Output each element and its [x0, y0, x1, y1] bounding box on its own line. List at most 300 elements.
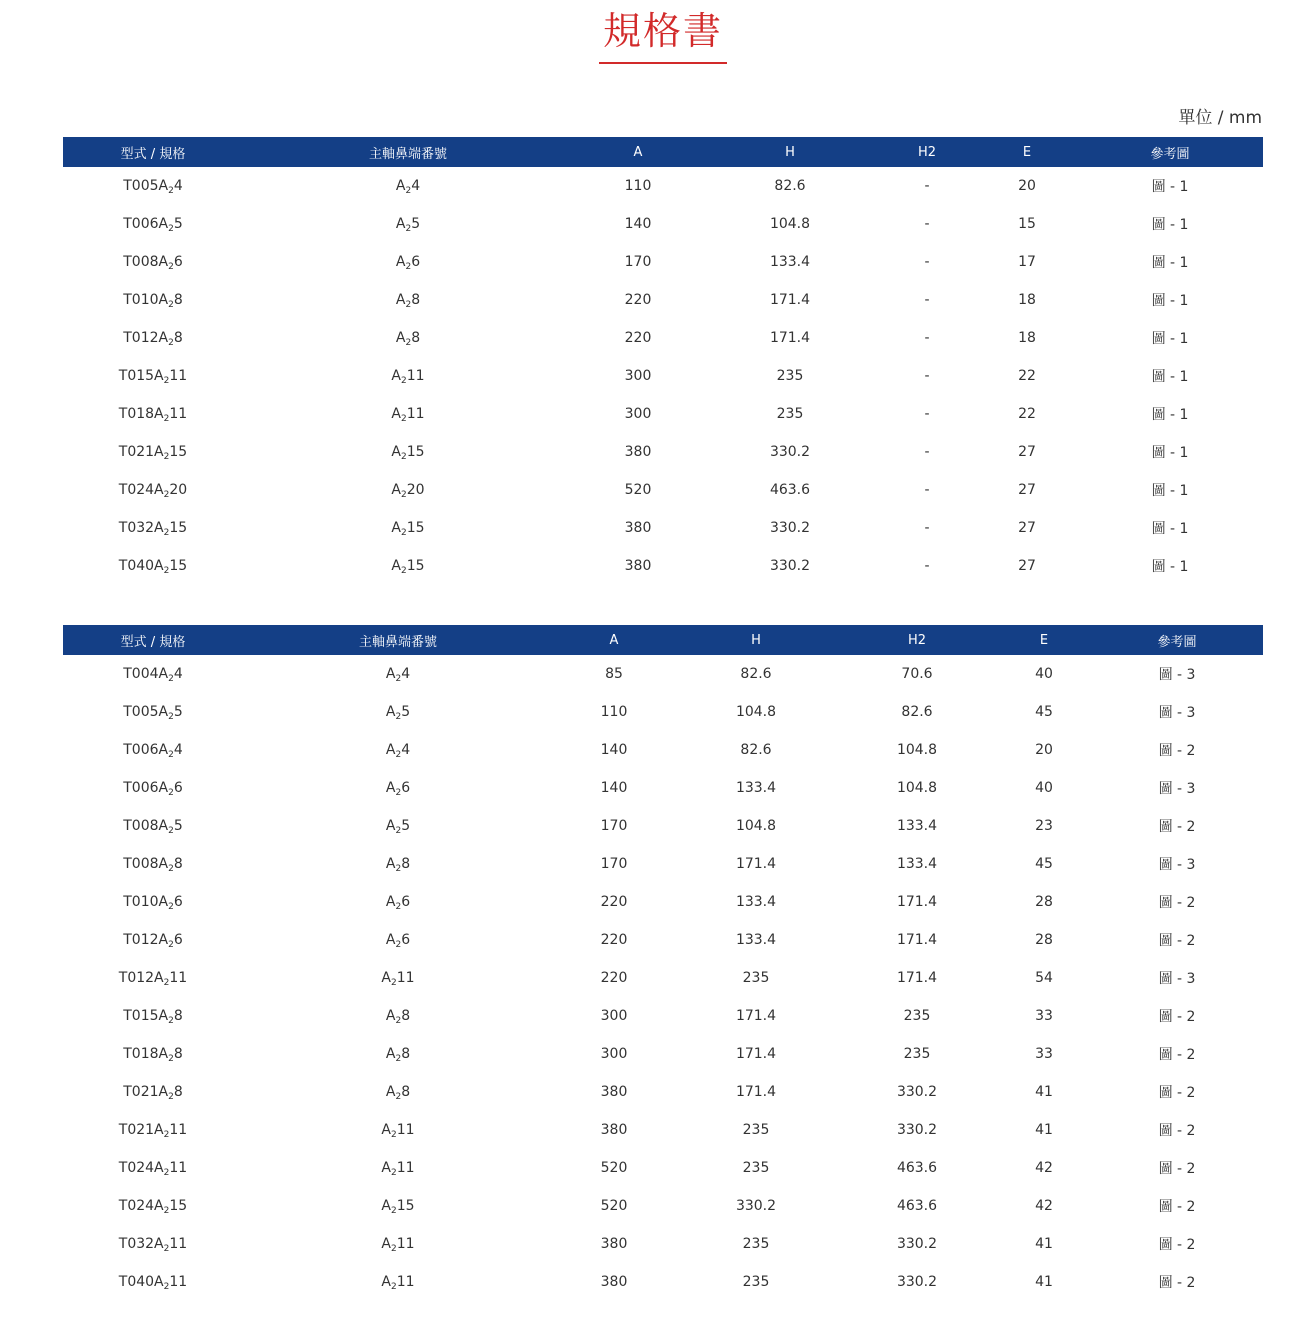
cell-text-prefix: A: [385, 932, 396, 948]
cell-h2: -: [924, 444, 930, 460]
cell-e: 15: [1018, 216, 1036, 232]
cell-spindle-nose: [243, 471, 573, 509]
table-header-row: [63, 625, 1263, 655]
cell-text-subscript: 2: [401, 528, 407, 538]
cell-text-prefix: T008A: [123, 856, 169, 872]
cell-a: 140: [600, 780, 628, 796]
cell-e: 17: [1018, 254, 1036, 270]
cell-model: [63, 731, 243, 769]
cell-spindle-nose: [243, 1073, 553, 1111]
cell-e: 41: [1035, 1236, 1053, 1252]
cell-text-subscript: 2: [395, 750, 402, 760]
cell-h2: -: [924, 368, 930, 384]
cell-text-subscript: 2: [391, 1206, 397, 1216]
cell-text-prefix: T005A: [123, 178, 169, 194]
cell-text-subscript: 2: [401, 452, 407, 462]
cell-text-prefix: T024A: [118, 482, 164, 498]
cell-a: 380: [600, 1274, 628, 1290]
header-model: 型式 / 規格: [120, 146, 186, 162]
table-row: [63, 883, 1263, 921]
cell-text-subscript: 2: [395, 1016, 402, 1026]
cell-text-suffix: 8: [173, 330, 183, 346]
cell-text-suffix: 15: [406, 520, 425, 536]
table-row: [63, 1187, 1263, 1225]
cell-model: [63, 509, 243, 547]
cell-h: 133.4: [735, 780, 777, 796]
cell-text-suffix: 6: [401, 932, 411, 948]
cell-text-subscript: 2: [395, 1054, 402, 1064]
cell-model: [63, 845, 243, 883]
cell-e: 22: [1018, 368, 1036, 384]
table-body: [63, 655, 1263, 1301]
cell-text-suffix: 5: [173, 818, 183, 834]
cell-text-subscript: 2: [163, 490, 170, 500]
cell-e: 20: [1018, 178, 1036, 194]
cell-h: 235: [742, 970, 770, 986]
cell-text-subscript: 2: [163, 1206, 170, 1216]
cell-text-suffix: 8: [411, 330, 421, 346]
cell-spindle-nose: [243, 1035, 553, 1073]
cell-e: 45: [1035, 704, 1053, 720]
cell-text-prefix: A: [385, 818, 396, 834]
cell-model: [63, 693, 243, 731]
cell-text-prefix: T008A: [123, 254, 169, 270]
cell-text-subscript: 2: [163, 1282, 170, 1292]
cell-h2: 82.6: [901, 704, 933, 720]
cell-text-prefix: A: [385, 1008, 396, 1024]
cell-text-prefix: T006A: [123, 216, 169, 232]
cell-reference: 圖 - 1: [1151, 293, 1189, 309]
cell-text-prefix: T018A: [123, 1046, 169, 1062]
cell-text-subscript: 2: [405, 224, 412, 234]
cell-text-suffix: 15: [169, 444, 188, 460]
cell-text-prefix: A: [381, 1198, 391, 1214]
cell-text-prefix: T012A: [123, 932, 169, 948]
cell-text-prefix: A: [391, 444, 401, 460]
cell-reference: 圖 - 2: [1158, 819, 1196, 835]
header-e: E: [1039, 632, 1049, 648]
cell-model: [63, 1187, 243, 1225]
cell-e: 27: [1018, 558, 1036, 574]
cell-h: 330.2: [735, 1198, 777, 1214]
cell-text-prefix: A: [395, 330, 406, 346]
cell-a: 220: [600, 932, 628, 948]
cell-h: 235: [742, 1160, 770, 1176]
cell-h: 235: [742, 1122, 770, 1138]
cell-e: 27: [1018, 482, 1036, 498]
cell-h2: 463.6: [896, 1160, 938, 1176]
cell-text-suffix: 11: [406, 368, 425, 384]
cell-spindle-nose: [243, 807, 553, 845]
cell-text-subscript: 2: [391, 1244, 397, 1254]
cell-h2: 70.6: [901, 666, 933, 682]
cell-text-prefix: A: [385, 742, 396, 758]
cell-text-prefix: T010A: [123, 894, 169, 910]
cell-e: 18: [1018, 292, 1036, 308]
cell-a: 380: [624, 520, 652, 536]
cell-a: 220: [624, 330, 652, 346]
cell-reference: 圖 - 2: [1158, 895, 1196, 911]
cell-h: 171.4: [769, 292, 811, 308]
cell-e: 18: [1018, 330, 1036, 346]
cell-a: 380: [600, 1122, 628, 1138]
cell-reference: 圖 - 1: [1151, 483, 1189, 499]
cell-reference: 圖 - 1: [1151, 369, 1189, 385]
cell-text-suffix: 11: [169, 368, 188, 384]
cell-text-prefix: T015A: [118, 368, 164, 384]
cell-text-prefix: T021A: [118, 444, 164, 460]
cell-text-prefix: A: [385, 704, 396, 720]
cell-h2: -: [924, 406, 930, 422]
cell-model: [63, 281, 243, 319]
cell-h: 235: [742, 1236, 770, 1252]
cell-e: 42: [1035, 1198, 1053, 1214]
cell-text-prefix: T010A: [123, 292, 169, 308]
cell-text-prefix: A: [395, 292, 406, 308]
cell-text-suffix: 11: [169, 1236, 188, 1252]
cell-spindle-nose: [243, 883, 553, 921]
cell-spindle-nose: [243, 693, 553, 731]
cell-text-prefix: T021A: [123, 1084, 169, 1100]
cell-text-suffix: 6: [173, 932, 183, 948]
cell-h: 82.6: [774, 178, 806, 194]
header-model: 型式 / 規格: [120, 634, 186, 650]
cell-h2: 104.8: [896, 780, 938, 796]
cell-h: 82.6: [740, 742, 772, 758]
cell-reference: 圖 - 3: [1158, 705, 1196, 721]
cell-h2: -: [924, 292, 930, 308]
cell-text-subscript: 2: [395, 1092, 402, 1102]
cell-reference: 圖 - 1: [1151, 179, 1189, 195]
cell-text-suffix: 8: [173, 1008, 183, 1024]
cell-reference: 圖 - 1: [1151, 445, 1189, 461]
cell-spindle-nose: [243, 357, 573, 395]
cell-text-subscript: 2: [168, 826, 174, 836]
cell-text-suffix: 15: [406, 558, 425, 574]
cell-h2: 171.4: [896, 970, 938, 986]
cell-text-suffix: 8: [173, 292, 183, 308]
cell-text-suffix: 8: [401, 1046, 411, 1062]
cell-a: 110: [600, 704, 628, 720]
cell-text-prefix: T006A: [123, 742, 169, 758]
cell-model: [63, 959, 243, 997]
cell-text-prefix: T040A: [118, 1274, 164, 1290]
cell-h2: 330.2: [896, 1274, 938, 1290]
cell-model: [63, 883, 243, 921]
cell-text-subscript: 2: [405, 338, 412, 348]
cell-text-subscript: 2: [163, 1244, 170, 1254]
cell-h: 330.2: [769, 558, 811, 574]
cell-e: 40: [1035, 666, 1053, 682]
cell-model: [63, 167, 243, 205]
cell-spindle-nose: [243, 731, 553, 769]
cell-text-prefix: A: [385, 1046, 396, 1062]
cell-a: 220: [600, 970, 628, 986]
cell-h2: -: [924, 216, 930, 232]
cell-h: 104.8: [735, 704, 777, 720]
page-title: 規格書: [599, 8, 727, 64]
cell-text-subscript: 2: [168, 788, 174, 798]
cell-h: 104.8: [769, 216, 811, 232]
table-row: [63, 807, 1263, 845]
cell-text-prefix: A: [381, 1274, 391, 1290]
table-header-row: [63, 137, 1263, 167]
title-wrap: [0, 8, 1314, 64]
cell-text-subscript: 2: [168, 712, 174, 722]
cell-text-subscript: 2: [168, 902, 174, 912]
cell-text-prefix: A: [381, 1122, 391, 1138]
header-a: A: [609, 632, 619, 648]
cell-spindle-nose: [243, 1263, 553, 1301]
table-row: [63, 509, 1263, 547]
table-row: [63, 1225, 1263, 1263]
cell-text-suffix: 8: [173, 1046, 183, 1062]
table-row: [63, 471, 1263, 509]
header-h: H: [751, 632, 761, 648]
table-row: [63, 357, 1263, 395]
cell-spindle-nose: [243, 1149, 553, 1187]
cell-text-suffix: 15: [396, 1198, 415, 1214]
cell-text-suffix: 6: [411, 254, 421, 270]
cell-text-prefix: A: [381, 1160, 391, 1176]
cell-text-prefix: A: [391, 368, 401, 384]
cell-a: 380: [600, 1084, 628, 1100]
table-row: [63, 655, 1263, 693]
cell-reference: 圖 - 3: [1158, 781, 1196, 797]
cell-text-prefix: A: [381, 970, 391, 986]
cell-text-suffix: 11: [169, 1160, 188, 1176]
cell-text-prefix: T012A: [123, 330, 169, 346]
cell-text-prefix: T015A: [123, 1008, 169, 1024]
cell-spindle-nose: [243, 997, 553, 1035]
cell-h2: 235: [903, 1046, 931, 1062]
cell-text-subscript: 2: [168, 1092, 174, 1102]
cell-text-suffix: 4: [401, 666, 411, 682]
cell-spindle-nose: [243, 921, 553, 959]
cell-text-prefix: T012A: [118, 970, 164, 986]
header-spindle-nose: 主軸鼻端番號: [368, 146, 447, 162]
cell-model: [63, 243, 243, 281]
cell-text-suffix: 5: [173, 216, 183, 232]
cell-text-suffix: 4: [411, 178, 421, 194]
cell-text-subscript: 2: [395, 902, 402, 912]
cell-text-suffix: 20: [406, 482, 425, 498]
cell-h2: -: [924, 178, 930, 194]
cell-reference: 圖 - 1: [1151, 255, 1189, 271]
cell-text-suffix: 4: [173, 666, 183, 682]
cell-e: 23: [1035, 818, 1053, 834]
cell-text-prefix: T024A: [118, 1160, 164, 1176]
cell-text-subscript: 2: [401, 414, 407, 424]
cell-text-suffix: 11: [169, 1122, 188, 1138]
cell-reference: 圖 - 1: [1151, 331, 1189, 347]
table-row: [63, 433, 1263, 471]
cell-h: 330.2: [769, 444, 811, 460]
cell-text-subscript: 2: [168, 940, 174, 950]
cell-text-suffix: 5: [401, 818, 411, 834]
cell-h2: -: [924, 330, 930, 346]
cell-text-prefix: T018A: [118, 406, 164, 422]
cell-h2: 171.4: [896, 932, 938, 948]
table-row: [63, 845, 1263, 883]
cell-h2: 330.2: [896, 1122, 938, 1138]
cell-reference: 圖 - 2: [1158, 1199, 1196, 1215]
header-h: H: [785, 144, 795, 160]
cell-text-suffix: 15: [169, 520, 188, 536]
cell-h: 235: [776, 406, 804, 422]
cell-a: 140: [624, 216, 652, 232]
cell-text-subscript: 2: [395, 788, 402, 798]
cell-text-subscript: 2: [163, 376, 170, 386]
cell-a: 300: [600, 1008, 628, 1024]
table-row: [63, 693, 1263, 731]
cell-e: 33: [1035, 1008, 1053, 1024]
cell-text-suffix: 15: [169, 1198, 188, 1214]
cell-text-suffix: 6: [173, 254, 183, 270]
cell-text-subscript: 2: [395, 826, 402, 836]
cell-h: 171.4: [735, 1008, 777, 1024]
cell-text-prefix: A: [385, 666, 396, 682]
cell-text-prefix: T008A: [123, 818, 169, 834]
cell-model: [63, 547, 243, 585]
cell-h2: 104.8: [896, 742, 938, 758]
cell-h2: 330.2: [896, 1236, 938, 1252]
cell-text-subscript: 2: [168, 1016, 174, 1026]
cell-reference: 圖 - 1: [1151, 521, 1189, 537]
cell-text-subscript: 2: [168, 186, 174, 196]
spec-table-2: [63, 625, 1263, 1301]
cell-e: 27: [1018, 520, 1036, 536]
cell-text-prefix: A: [385, 894, 396, 910]
cell-e: 41: [1035, 1274, 1053, 1290]
cell-h2: 330.2: [896, 1084, 938, 1100]
cell-h: 133.4: [735, 932, 777, 948]
cell-h2: 133.4: [896, 856, 938, 872]
cell-text-suffix: 6: [401, 780, 411, 796]
table-row: [63, 243, 1263, 281]
cell-text-subscript: 2: [391, 1282, 397, 1292]
cell-text-suffix: 4: [173, 178, 183, 194]
spec-table-1: [63, 137, 1263, 585]
cell-text-suffix: 8: [401, 1008, 411, 1024]
cell-model: [63, 357, 243, 395]
table-row: [63, 769, 1263, 807]
cell-text-subscript: 2: [163, 566, 170, 576]
table-row: [63, 281, 1263, 319]
cell-text-prefix: A: [395, 216, 406, 232]
cell-text-prefix: T021A: [118, 1122, 164, 1138]
header-e: E: [1022, 144, 1032, 160]
cell-text-suffix: 5: [173, 704, 183, 720]
cell-e: 28: [1035, 894, 1053, 910]
cell-reference: 圖 - 2: [1158, 1237, 1196, 1253]
table-row: [63, 731, 1263, 769]
cell-text-prefix: A: [385, 856, 396, 872]
cell-text-subscript: 2: [168, 262, 174, 272]
cell-text-prefix: T004A: [123, 666, 169, 682]
cell-reference: 圖 - 3: [1158, 667, 1196, 683]
cell-text-prefix: A: [391, 520, 401, 536]
cell-a: 170: [624, 254, 652, 270]
cell-text-prefix: T040A: [118, 558, 164, 574]
cell-e: 27: [1018, 444, 1036, 460]
cell-text-suffix: 6: [173, 780, 183, 796]
cell-a: 300: [624, 368, 652, 384]
cell-spindle-nose: [243, 319, 573, 357]
header-h2: H2: [917, 144, 937, 160]
header-a: A: [633, 144, 643, 160]
cell-text-subscript: 2: [405, 262, 412, 272]
cell-text-prefix: A: [391, 558, 401, 574]
cell-h: 171.4: [769, 330, 811, 346]
cell-h: 330.2: [769, 520, 811, 536]
cell-reference: 圖 - 2: [1158, 1123, 1196, 1139]
cell-text-suffix: 15: [169, 558, 188, 574]
cell-spindle-nose: [243, 243, 573, 281]
cell-a: 300: [600, 1046, 628, 1062]
cell-text-suffix: 4: [401, 742, 411, 758]
cell-model: [63, 769, 243, 807]
cell-model: [63, 205, 243, 243]
cell-model: [63, 997, 243, 1035]
table-row: [63, 167, 1263, 205]
cell-text-prefix: T006A: [123, 780, 169, 796]
cell-text-subscript: 2: [163, 1130, 170, 1140]
cell-a: 85: [605, 666, 623, 682]
cell-model: [63, 1035, 243, 1073]
cell-spindle-nose: [243, 769, 553, 807]
header-reference: 參考圖: [1150, 146, 1190, 162]
cell-model: [63, 1073, 243, 1111]
cell-h: 235: [742, 1274, 770, 1290]
cell-text-suffix: 11: [396, 970, 415, 986]
cell-reference: 圖 - 2: [1158, 1047, 1196, 1063]
cell-reference: 圖 - 3: [1158, 857, 1196, 873]
cell-text-prefix: T032A: [118, 1236, 164, 1252]
cell-spindle-nose: [243, 845, 553, 883]
table-row: [63, 1073, 1263, 1111]
cell-e: 40: [1035, 780, 1053, 796]
cell-text-subscript: 2: [168, 338, 174, 348]
cell-a: 170: [600, 856, 628, 872]
cell-model: [63, 395, 243, 433]
cell-model: [63, 1149, 243, 1187]
cell-text-suffix: 11: [396, 1274, 415, 1290]
cell-text-prefix: A: [395, 178, 406, 194]
table-row: [63, 547, 1263, 585]
cell-a: 300: [624, 406, 652, 422]
cell-e: 54: [1035, 970, 1053, 986]
table-row: [63, 921, 1263, 959]
cell-text-subscript: 2: [163, 528, 170, 538]
cell-h2: -: [924, 254, 930, 270]
cell-a: 380: [600, 1236, 628, 1252]
header-h2: H2: [907, 632, 927, 648]
cell-text-suffix: 8: [173, 1084, 183, 1100]
cell-h: 104.8: [735, 818, 777, 834]
cell-text-prefix: A: [391, 482, 401, 498]
cell-model: [63, 655, 243, 693]
cell-spindle-nose: [243, 1225, 553, 1263]
cell-model: [63, 1225, 243, 1263]
cell-h2: -: [924, 482, 930, 498]
table-row: [63, 997, 1263, 1035]
cell-model: [63, 921, 243, 959]
cell-e: 20: [1035, 742, 1053, 758]
header-spindle-nose: 主軸鼻端番號: [358, 634, 437, 650]
cell-reference: 圖 - 1: [1151, 407, 1189, 423]
cell-text-suffix: 8: [401, 1084, 411, 1100]
